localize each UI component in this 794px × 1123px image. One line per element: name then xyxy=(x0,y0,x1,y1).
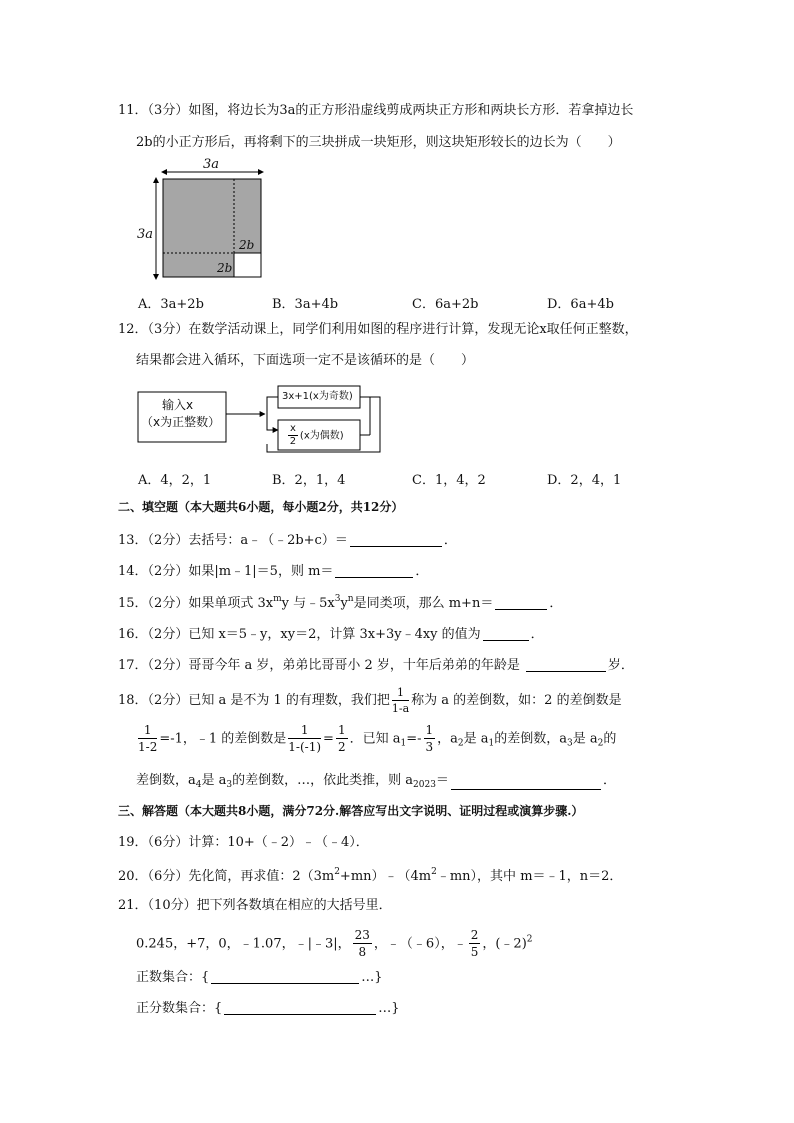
q21-positive-set: 正数集合：{ …} xyxy=(136,970,383,985)
odd-box-label: 3x+1(x为奇数) xyxy=(282,391,353,402)
q13: 13．（2分）去括号：a﹣（﹣2b+c）＝ ． xyxy=(118,533,457,548)
q15: 15．（2分）如果单项式 $3x^my$ 与$﹣5x^3y^n$是同类项，那么 m+n＝ ． xyxy=(118,594,563,611)
positive-set-blank[interactable] xyxy=(211,970,359,984)
removed-small-square xyxy=(234,253,261,277)
fig-left-label: 3a xyxy=(137,227,154,242)
q18-line2: $\frac{1}{1-2}$ =-1，﹣1 的差倒数是 $\frac{1}{1-(-1)}$ = $\frac{1}{2}$ ．已知 $a_1=-$ $\frac{1}{3}$ ，$a_2$是 $a_1$的差倒数，$a_3$是 $a_2$的 xyxy=(138,723,617,755)
q17-answer-blank[interactable] xyxy=(526,658,606,672)
q18-answer-blank[interactable] xyxy=(451,776,601,790)
q11-line2: 2b的小正方形后，再将剩下的三块拼成一块矩形，则这块矩形较长的边长为（ ） xyxy=(136,135,621,150)
section-3-heading: 三、解答题（本大题共8小题，满分72分.解答应写出文字说明、证明过程或演算步骤.） xyxy=(118,804,584,818)
q19: 19．（6分）计算：10+（﹣2）﹣（﹣4）． xyxy=(118,835,369,850)
q21-positive-fraction-set: 正分数集合：{ …} xyxy=(136,1001,400,1016)
even-box-label: $\frac{x}{2}$ (x为偶数) xyxy=(289,423,344,447)
q14-answer-blank[interactable] xyxy=(335,564,413,578)
q11-option-c[interactable]: C．6a+2b xyxy=(412,297,479,312)
q12-option-c[interactable]: C．1，4，2 xyxy=(412,473,486,488)
q18-line3: 差倒数，$a_4$是 $a_3$的差倒数，…，依此类推，则 $a_{2023}=$ ． xyxy=(136,773,616,790)
section-2-heading: 二、填空题（本大题共6小题，每小题2分，共12分） xyxy=(118,500,404,514)
q11-option-a[interactable]: A．3a+2b xyxy=(138,297,204,312)
q17: 17．（2分）哥哥今年 a 岁，弟弟比哥哥小 2 岁，十年后弟弟的年龄是 岁． xyxy=(118,658,634,673)
q11-line1: 11．（3分）如图，将边长为3a的正方形沿虚线剪成两块正方形和两块长方形．若拿掉边长 xyxy=(118,103,634,118)
positive-fraction-set-blank[interactable] xyxy=(224,1001,376,1015)
q21-title: 21．（10分）把下列各数填在相应的大括号里． xyxy=(118,898,392,913)
q11-option-d[interactable]: D．6a+4b xyxy=(547,297,614,312)
q16: 16．（2分）已知 x＝5﹣y，xy＝2，计算 3x+3y﹣4xy 的值为 ． xyxy=(118,627,544,642)
q18-line1: 18．（2分）已知 a 是不为 1 的有理数，我们把 $\frac{1}{1-a}$ 称为 a 的差倒数，如：2 的差倒数是 xyxy=(118,686,622,716)
q12-option-d[interactable]: D．2，4，1 xyxy=(547,473,622,488)
q12-option-a[interactable]: A．4，2，1 xyxy=(138,473,212,488)
q14: 14．（2分）如果|m﹣1|＝5，则 m＝ ． xyxy=(118,564,429,579)
q20: 20．（6分）先化简，再求值：$2(3m^2+mn)﹣(4m^2﹣mn)$，其中 m＝﹣1，n＝2． xyxy=(118,867,623,884)
q12-line1: 12．（3分）在数学活动课上，同学们利用如图的程序进行计算，发现无论x取任何正整数， xyxy=(118,322,638,337)
loop-top xyxy=(267,397,278,430)
q21-numbers: 0.245，+7，0，﹣1.07，﹣|﹣3|， $\frac{23}{8}$ ，﹣（﹣6），﹣ $\frac{2}{5}$ ，(﹣2)$^2$ xyxy=(136,928,533,960)
fig-2b-bottom-label: 2b xyxy=(217,261,233,275)
q15-answer-blank[interactable] xyxy=(495,596,547,610)
input-box-line2: （x为正整数） xyxy=(141,415,221,429)
fig-2b-right-label: 2b xyxy=(239,238,255,252)
q12-option-b[interactable]: B．2，1，4 xyxy=(272,473,346,488)
q12-line2: 结果都会进入循环，下面选项一定不是该循环的是（ ） xyxy=(136,353,475,368)
q16-answer-blank[interactable] xyxy=(483,627,529,641)
input-box-line1: 输入x xyxy=(162,398,194,412)
q11-option-b[interactable]: B．3a+4b xyxy=(272,297,339,312)
fig-top-label: 3a xyxy=(203,157,220,172)
q13-answer-blank[interactable] xyxy=(350,533,442,547)
